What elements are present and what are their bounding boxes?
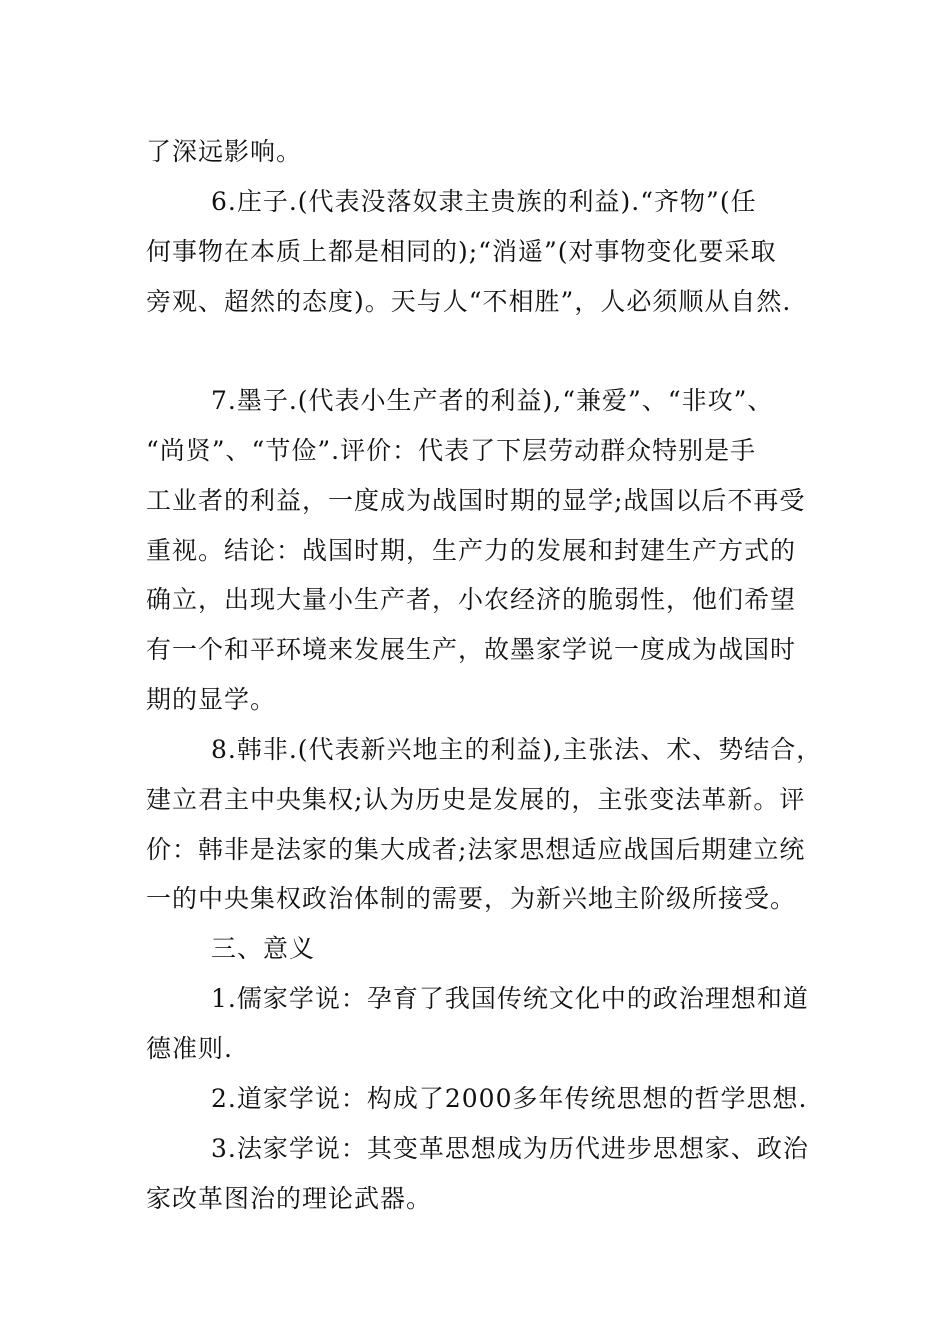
text-line: 德准则. — [146, 1034, 233, 1063]
paragraph-legalism: 3.法家学说：其变革思想成为历代进步思想家、政治 — [211, 1134, 809, 1163]
text-line: 旁观、超然的态度)。天与人“不相胜”，人必须顺从自然. — [146, 287, 792, 316]
text-line: 工业者的利益，一度成为战国时期的显学;战国以后不再受 — [146, 486, 806, 515]
text-line: 一的中央集权政治体制的需要，为新兴地主阶级所接受。 — [146, 884, 797, 913]
text-line: 确立，出现大量小生产者，小农经济的脆弱性，他们希望 — [146, 585, 797, 614]
paragraph-zhuangzi: 6.庄子.(代表没落奴隶主贵族的利益).“齐物”(任 — [211, 187, 757, 216]
paragraph-mozi: 7.墨子.(代表小生产者的利益),“兼爱”、“非攻”、 — [211, 386, 774, 415]
paragraph-hanfei: 8.韩非.(代表新兴地主的利益),主张法、术、势结合， — [211, 735, 823, 764]
text-line: “尚贤”、“节俭”.评价：代表了下层劳动群众特别是手 — [146, 436, 757, 465]
paragraph-daoism: 2.道家学说：构成了2000多年传统思想的哲学思想. — [211, 1084, 808, 1113]
text-line: 何事物在本质上都是相同的);“消遥”(对事物变化要采取 — [146, 237, 777, 266]
text-line: 建立君主中央集权;认为历史是发展的，主张变法革新。评 — [146, 785, 806, 814]
text-line: 有一个和平环境来发展生产，故墨家学说一度成为战国时 — [146, 635, 797, 664]
text-line-continuation: 了深远影响。 — [146, 137, 303, 166]
section-heading-significance: 三、意义 — [211, 934, 316, 963]
text-line: 期的显学。 — [146, 685, 277, 714]
paragraph-confucianism: 1.儒家学说：孕育了我国传统文化中的政治理想和道 — [211, 984, 809, 1013]
text-line: 重视。结论：战国时期，生产力的发展和封建生产方式的 — [146, 536, 797, 565]
text-line: 价：韩非是法家的集大成者;法家思想适应战国后期建立统 — [146, 835, 806, 864]
text-line: 家改革图治的理论武器。 — [146, 1184, 433, 1213]
